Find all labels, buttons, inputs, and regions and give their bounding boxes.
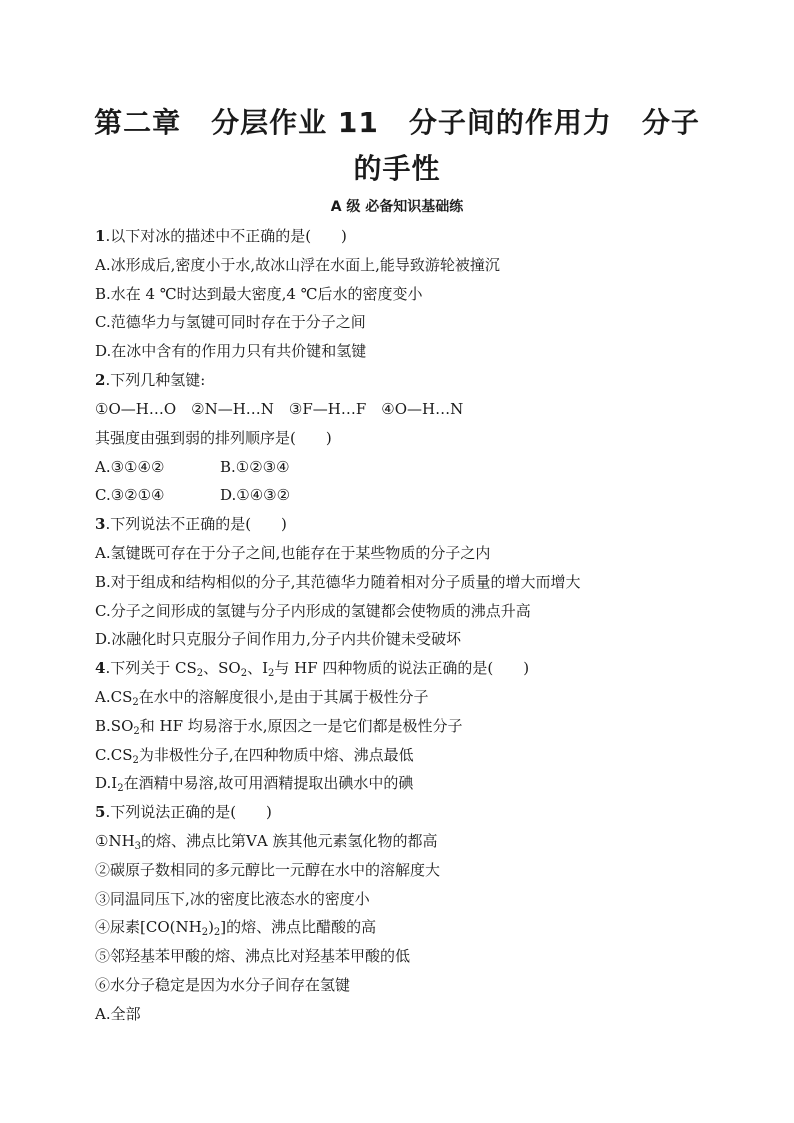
q2-options-row-2 [95, 485, 395, 505]
question-1-stem: 1.以下对冰的描述中不正确的是( ) [95, 227, 347, 245]
title-topic-cont: 分子 [641, 106, 700, 139]
q5-statement-3: ③同温同压下,冰的密度比液态水的密度小 [95, 890, 370, 908]
q2-ask: 其强度由强到弱的排列顺序是( ) [95, 429, 332, 447]
q3-option-a: A.氢键既可存在于分子之间,也能存在于某些物质的分子之内 [95, 544, 491, 562]
q2-bond-list: ①O—H…O ②N—H…N ③F—H…F ④O—H…N [95, 400, 464, 418]
q5-statement-4: ④尿素$[CO(NH_2)_2]$的熔、沸点比醋酸的高 [95, 918, 377, 938]
question-5-stem: 5.下列说法正确的是( ) [95, 803, 272, 821]
q4-option-c: $C.CS_2$为非极性分子,在四种物质中熔、沸点最低 [95, 746, 414, 766]
q5-option-a: A.全部 [95, 1005, 141, 1023]
title-chapter: 第二章 [94, 106, 182, 139]
q2-option-d: D.①④③② [220, 486, 291, 504]
title-topic: 分子间的作用力 [408, 106, 612, 139]
q2-option-b: B.①②③④ [220, 458, 290, 476]
q3-option-b: B.对于组成和结构相似的分子,其范德华力随着相对分子质量的增大而增大 [95, 573, 581, 591]
q5-statement-6: ⑥水分子稳定是因为水分子间存在氢键 [95, 976, 351, 994]
q5-statement-5: ⑤邻羟基苯甲酸的熔、沸点比对羟基苯甲酸的低 [95, 947, 411, 965]
q4-option-a: $A.CS_2$在水中的溶解度很小,是由于其属于极性分子 [95, 688, 429, 708]
question-4-stem: 4.下列关于 $CS_2$、$SO_2$、$I_2$与 HF 四种物质的说法正确的是( ) [95, 659, 530, 679]
title-assignment: 分层作业 11 [211, 106, 379, 139]
section-heading: A 级 必备知识基础练 [330, 199, 464, 215]
title-topic-end: 的手性 [353, 152, 441, 185]
page-title [60, 100, 734, 192]
q2-options-row-1 [95, 457, 395, 477]
q5-statement-2: ②碳原子数相同的多元醇比一元醇在水中的溶解度大 [95, 861, 441, 879]
q1-option-c: C.范德华力与氢键可同时存在于分子之间 [95, 313, 366, 331]
question-2-stem: 2.下列几种氢键: [95, 371, 206, 389]
q3-option-d: D.冰融化时只克服分子间作用力,分子内共价键未受破坏 [95, 630, 462, 648]
q3-option-c: C.分子之间形成的氢键与分子内形成的氢键都会使物质的沸点升高 [95, 602, 531, 620]
q5-statement-1: $①NH_3$的熔、沸点比第ⅤA 族其他元素氢化物的都高 [95, 832, 438, 852]
q1-option-d: D.在冰中含有的作用力只有共价键和氢键 [95, 342, 367, 360]
q2-option-c: C.③②①④ [95, 486, 165, 504]
q4-option-b: $B.SO_2$和 HF 均易溶于水,原因之一是它们都是极性分子 [95, 717, 463, 737]
q1-option-b: B.水在 4 ℃时达到最大密度,4 ℃后水的密度变小 [95, 285, 423, 303]
q2-option-a: A.③①④② [95, 458, 165, 476]
question-3-stem: 3.下列说法不正确的是( ) [95, 515, 287, 533]
q1-option-a: A.冰形成后,密度小于水,故冰山浮在水面上,能导致游轮被撞沉 [95, 256, 500, 274]
q4-option-d: $D.I_2$在酒精中易溶,故可用酒精提取出碘水中的碘 [95, 774, 414, 794]
